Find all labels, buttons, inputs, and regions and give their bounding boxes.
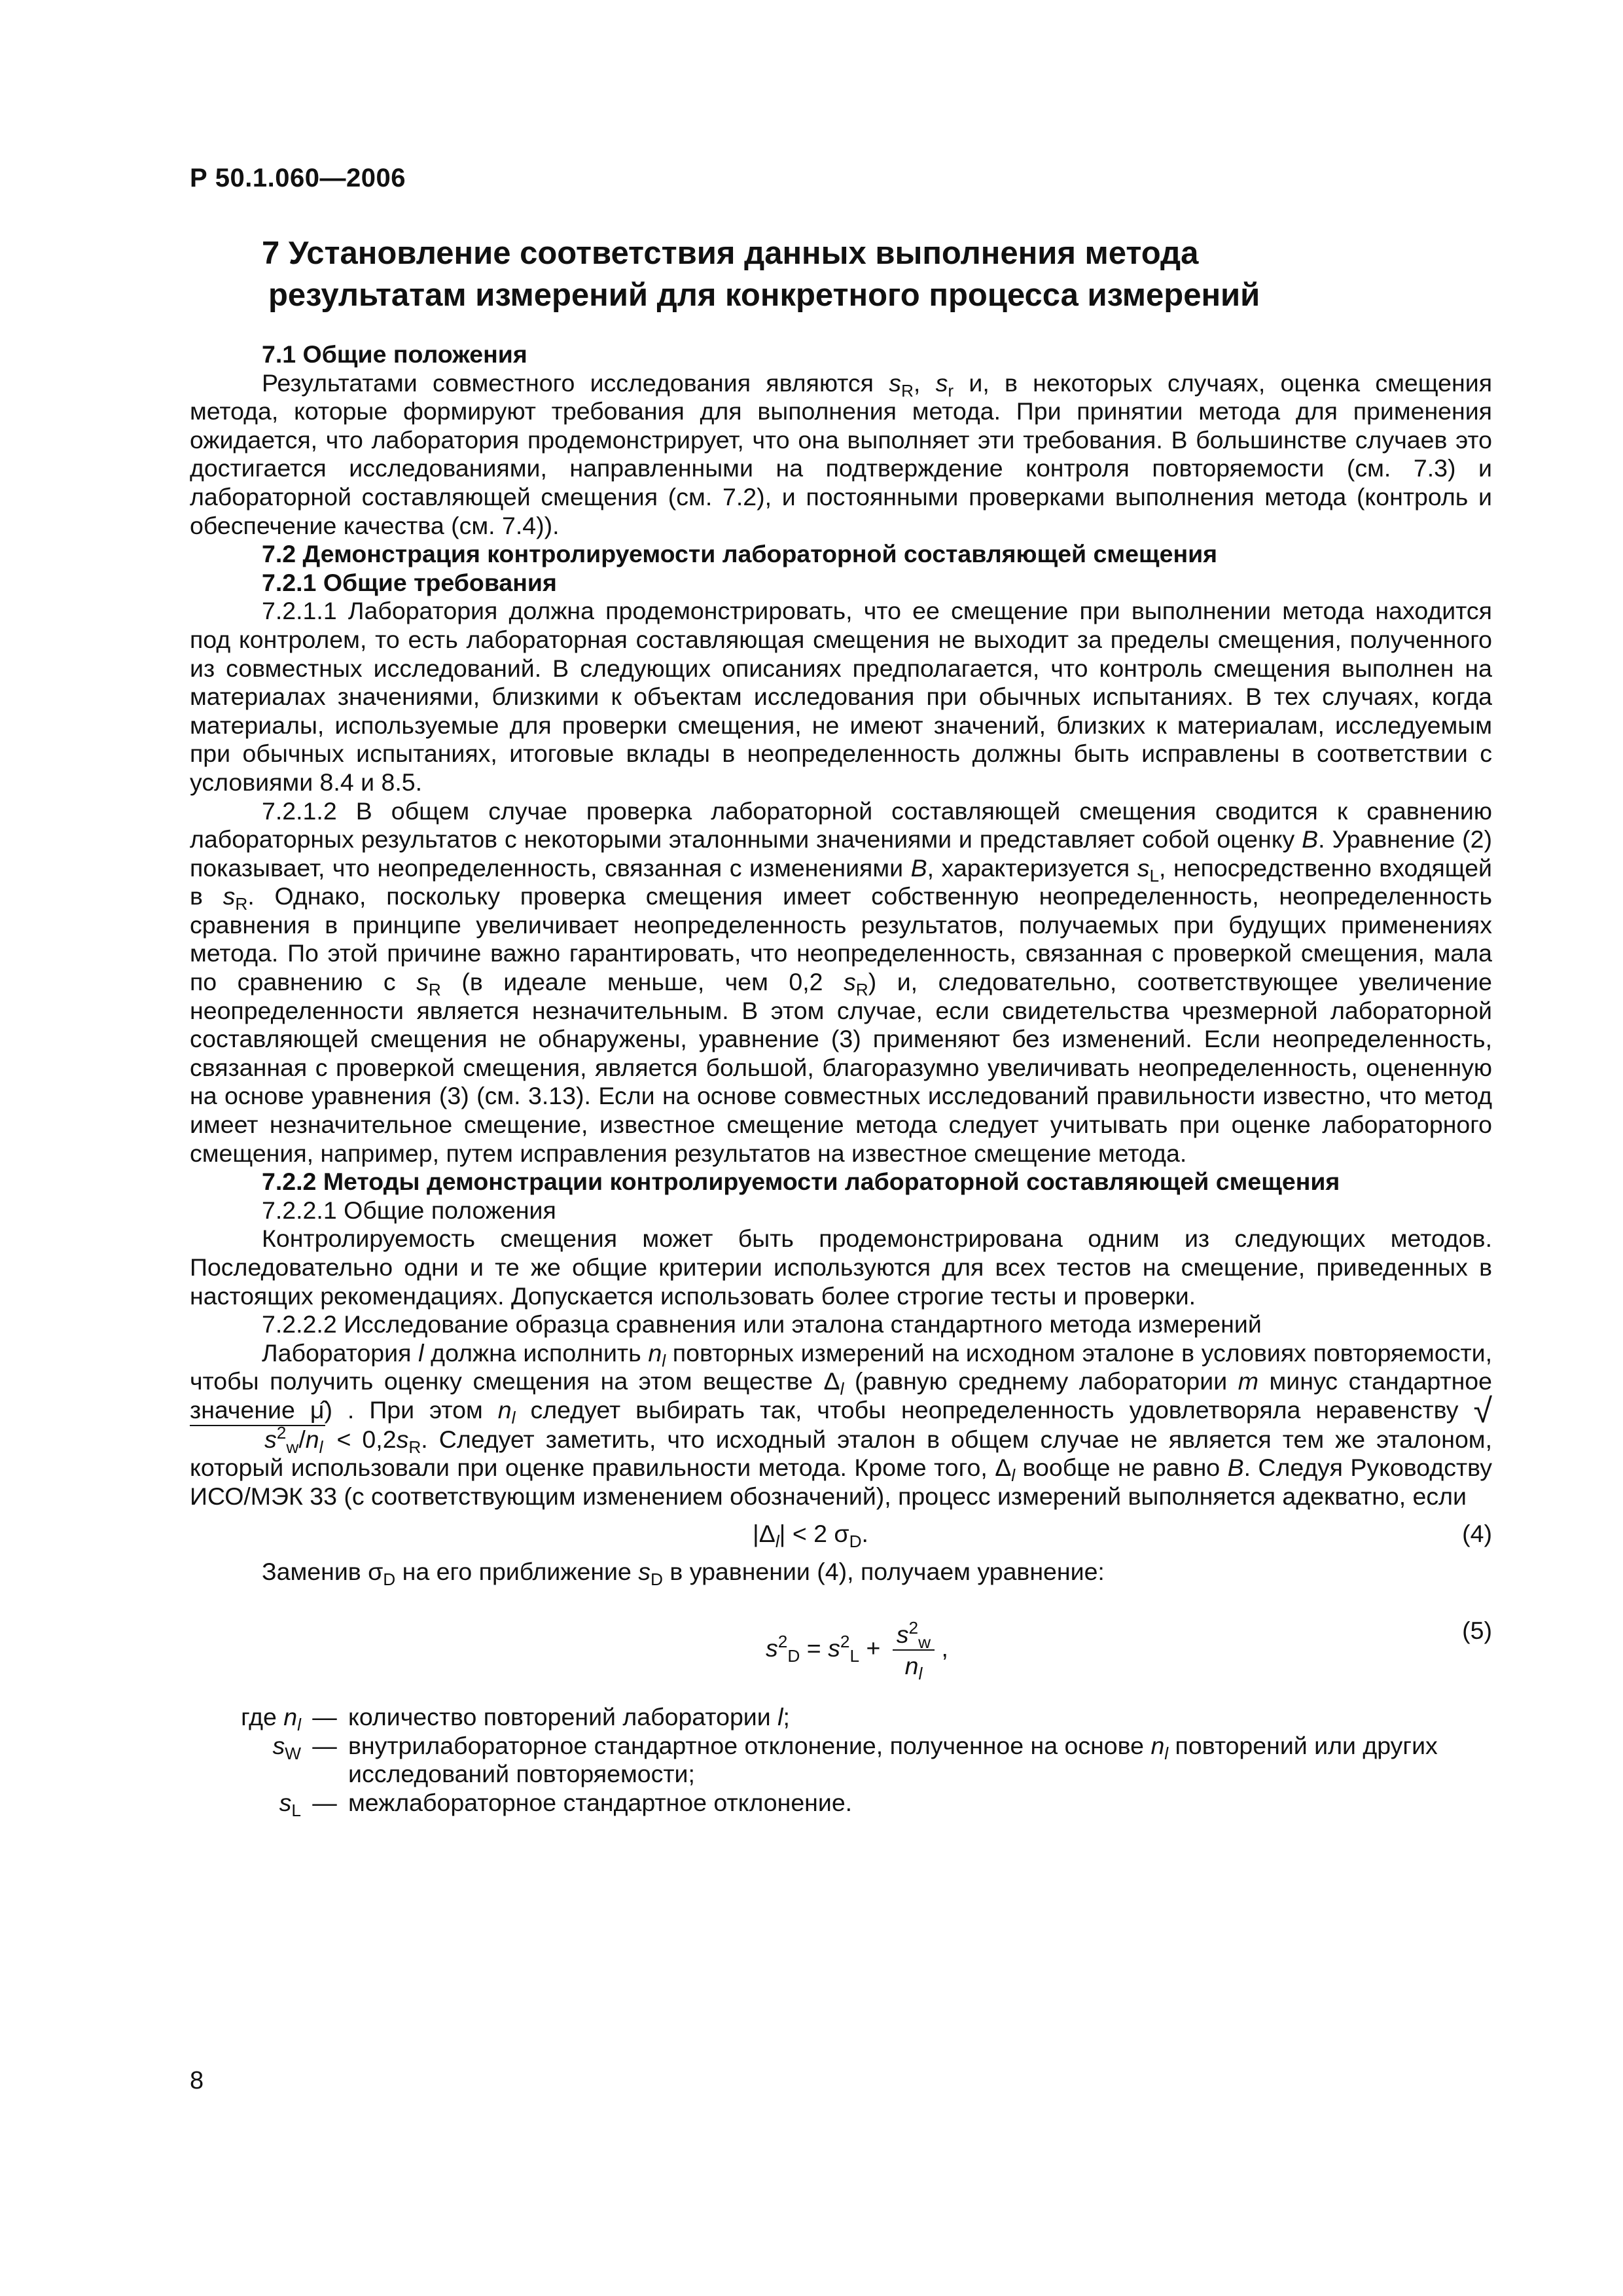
text: | [753,1520,759,1548]
subscript-l: l [1164,1743,1169,1763]
symbol-s: s [889,368,901,397]
definition-symbol [190,1703,301,1732]
text: / [298,1425,306,1453]
definition-row [190,1789,1492,1818]
subscript-R: R [855,980,868,1000]
symbol-s: s [1137,853,1150,882]
text: = [800,1634,829,1662]
section-7-1-heading: 7.1 Общие положения [262,340,527,368]
document-code: Р 50.1.060—2006 [190,164,406,192]
text: , непосредственно входящей в [190,853,1492,910]
symbol-sigma: σ [368,1558,383,1586]
paragraph-7-2-2-1: Контролируемость смещения может быть продемонстрирована одним из следующих методов. Последовательно одни и те же общие критерии используются для всех тестов на смещение, приведенных в настоящих рекомендациях. Допускается использовать более строгие тесты и проверки. [190,1225,1492,1310]
definition-row [190,1732,1492,1789]
subscript-L: L [291,1800,301,1820]
text: повторных измерений на исходном эталоне в условиях повторяемости, чтобы получить оценку смещения на этом веществе [190,1338,1492,1395]
sqrt-expression [190,1422,325,1457]
subscript-l: l [511,1407,516,1427]
symbol-s: s [223,882,236,910]
text: Заменив [262,1558,368,1586]
equation-4-number: (4) [1462,1520,1492,1548]
symbol-m: m [1238,1367,1258,1395]
text: (равную среднему лаборатории [844,1367,1238,1395]
symbol-delta: Δ [758,1520,776,1548]
equation-4-body [753,1520,868,1552]
symbol-delta: Δ [823,1367,840,1395]
section-7-title [262,232,1505,316]
definition-symbol [190,1732,301,1761]
subscript-l: l [297,1714,301,1734]
symbol-definitions [190,1702,1492,1820]
subscript-W: W [285,1743,301,1763]
definition-text: межлабораторное стандартное отклонение. [348,1788,853,1816]
section-7-2-1-heading: 7.2.1 Общие требования [262,568,557,596]
symbol-n: n [283,1702,298,1731]
section-7-2-2-heading: 7.2.2 Методы демонстрации контролируемости лабораторной составляющей смещения [262,1168,1340,1196]
section-7-1-paragraph [190,369,1492,541]
subscript-L: L [1149,865,1160,886]
subscript-w: w [286,1437,299,1457]
text: < 0,2 [325,1425,397,1453]
paragraph-7-2-1-2 [190,797,1492,1168]
definition-dash: — [312,1731,337,1759]
subscript-w: w [918,1632,931,1652]
text: в уравнении (4), получаем уравнение: [662,1558,1105,1586]
text: количество повторений лаборатории [348,1702,778,1731]
symbol-n: n [305,1425,319,1453]
text: , характеризуется [927,853,1137,882]
text: Лаборатория [262,1338,419,1367]
symbol-s: s [272,1731,285,1759]
definition-symbol [190,1789,301,1818]
fraction-denominator [893,1651,935,1681]
symbol-s: s [828,1634,840,1662]
superscript-2: 2 [276,1422,287,1443]
symbol-s: s [766,1634,778,1662]
subscript-D: D [651,1570,663,1590]
subscript-l: l [319,1437,323,1457]
section-7-2-2-2-heading: 7.2.2.2 Исследование образца сравнения или эталона стандартного метода измерений [262,1310,1262,1338]
text: должна исполнить [423,1338,649,1367]
subscript-R: R [235,894,248,914]
symbol-B: B [910,853,927,882]
symbol-n: n [904,1651,919,1679]
symbol-delta: Δ [995,1454,1012,1482]
symbol-s: s [638,1558,651,1586]
paragraph-after-equation-4 [190,1558,1492,1590]
fraction [893,1619,935,1681]
sqrt-radical-icon: √ [1473,1391,1493,1430]
text: внутрилабораторное стандартное отклонение, полученное на основе [348,1731,1151,1759]
symbol-s: s [896,1620,909,1648]
definition-dash: — [312,1788,337,1816]
section-7-title-line1: 7 Установление соответствия данных выполнения метода [262,236,1199,271]
definition-dash: — [312,1702,337,1731]
text: (в идеале меньше, чем 0,2 [440,968,844,996]
definition-text [348,1732,1492,1789]
symbol-mu-hat: μ̂ [310,1395,325,1424]
subscript-D: D [787,1645,800,1666]
symbol-s: s [844,968,856,996]
text: . Следует заметить, что исходный эталон в общем случае не является тем же эталоном, который использовали при оценке правильности метода. Кроме того, [190,1425,1492,1482]
definition-text [348,1703,1492,1732]
subscript-D: D [383,1570,396,1590]
subscript-L: L [849,1645,860,1666]
text: + [859,1634,887,1662]
subscript-r: r [948,380,954,401]
text: 7.2.1.2 В общем случае проверка лабораторной составляющей смещения сводится к сравнению лабораторных результатов с некоторыми эталонными значениями и представляет собой оценку [190,797,1492,853]
superscript-2: 2 [777,1631,788,1651]
section-7-2-2-1-heading: 7.2.2.1 Общие положения [262,1196,556,1224]
text: повторений или других исследований повторяемости; [348,1731,1438,1788]
text: . Однако, поскольку проверка смещения имеет собственную неопределенность, неопределенность сравнения в принципе увеличивает неопределенность результатов, получаемых при будущих применениях метода. По этой причине важно гарантировать, что неопределенность, связанная с проверкой смещения, мала по сравнению с [190,882,1492,996]
subscript-l: l [662,1350,666,1371]
text: следует выбирать так, чтобы неопределенность удовлетворяла неравенству [515,1395,1474,1424]
symbol-sigma: σ [834,1520,849,1548]
symbol-n: n [648,1338,662,1367]
subscript-l: l [840,1379,844,1399]
symbol-s: s [416,968,429,996]
subscript-l: l [918,1663,923,1683]
symbol-l: l [777,1702,783,1731]
equation-5-body [766,1619,948,1681]
subscript-l: l [775,1532,779,1552]
equation-4 [190,1515,1492,1554]
section-7-title-line2: результатам измерений для конкретного процесса измерений [268,278,1260,313]
text: , [935,1634,948,1662]
text: и, в некоторых случаях, оценка смещения метода, которые формируют требования для выполнения метода. При принятии метода для применения ожидается, что лаборатория продемонстрирует, что она выполняет эти требования. В большинстве случаев это достигается исследованиями, направленными на подтверждение контроля повторяемости (см. 7.3) и лабораторной составляющей смещения (см. 7.2), и постоянными проверками выполнения метода (контроль и обеспечение качества (см. 7.4)). [190,368,1492,539]
text: , [913,368,936,397]
text: | [779,1520,786,1548]
symbol-B: B [1227,1454,1244,1482]
document-body [190,340,1493,1820]
page-number: 8 [190,2067,204,2094]
text: где [241,1702,284,1731]
paragraph-7-2-1-1: 7.2.1.1 Лаборатория должна продемонстрировать, что ее смещение при выполнении метода находится под контролем, то есть лабораторная составляющая смещения не выходит за пределы смещения, полученного из совместных исследований. В следующих описаниях предполагается, что контроль смещения выполнен на материалах значениями, близкими к объектам исследования при обычных испытаниях. В тех случаях, когда материалы, используемые для проверки смещения, не имеют значений, близких к материалам, исследуемым при обычных испытаниях, итоговые вклады в неопределенность должны быть исправлены в соответствии с условиями 8.4 и 8.5. [190,597,1492,796]
superscript-2: 2 [840,1631,850,1651]
text: вообще не равно [1015,1454,1228,1482]
subscript-l: l [1011,1465,1016,1486]
text: . [861,1520,868,1548]
section-7-2-heading: 7.2 Демонстрация контролируемости лабораторной составляющей смещения [262,540,1218,568]
symbol-s: s [935,368,948,397]
text: . Следуя Руководству ИСО/МЭК 33 (с соответствующим изменением обозначений), процесс измерений выполняется адекватно, если [190,1454,1492,1510]
text: ; [783,1702,790,1731]
paragraph-7-2-2-2 [190,1339,1492,1511]
text: ) и, следовательно, соответствующее увеличение неопределенности является незначительным. В этом случае, если свидетельства чрезмерной лабораторной составляющей смещения не обнаружены, уравнение (3) применяют без изменений. Если неопределенность, связанная с проверкой смещения, является большой, благоразумно увеличивать неопределенность, оцененную на основе уравнения (3) (см. 3.13). Если на основе совместных исследований правильности известно, что метод имеет незначительное смещение, известное смещение метода следует учитывать при оценке лабораторного смещения, например, путем исправления результатов на известное смещение метода. [190,968,1493,1167]
definition-row [190,1703,1492,1732]
equation-5 [190,1593,1492,1685]
fraction-numerator [893,1619,935,1651]
superscript-2: 2 [908,1617,919,1638]
symbol-n: n [497,1395,512,1424]
text: на его приближение [395,1558,639,1586]
subscript-R: R [901,380,914,401]
equation-5-number: (5) [1462,1616,1492,1644]
symbol-s: s [264,1425,277,1453]
symbol-s: s [396,1425,409,1453]
text: . Уравнение (2) показывает, что неопределенность, связанная с изменениями [190,825,1492,882]
symbol-l: l [418,1338,424,1367]
text: ) . При этом [324,1395,498,1424]
subscript-R: R [428,980,441,1000]
subscript-R: R [408,1437,421,1457]
text: минус стандартное значение [190,1367,1493,1424]
text: Результатами совместного исследования являются [262,368,889,397]
subscript-D: D [849,1532,862,1552]
symbol-s: s [279,1788,292,1816]
symbol-n: n [1150,1731,1165,1759]
text: < 2 [785,1520,834,1548]
symbol-B: B [1302,825,1319,853]
